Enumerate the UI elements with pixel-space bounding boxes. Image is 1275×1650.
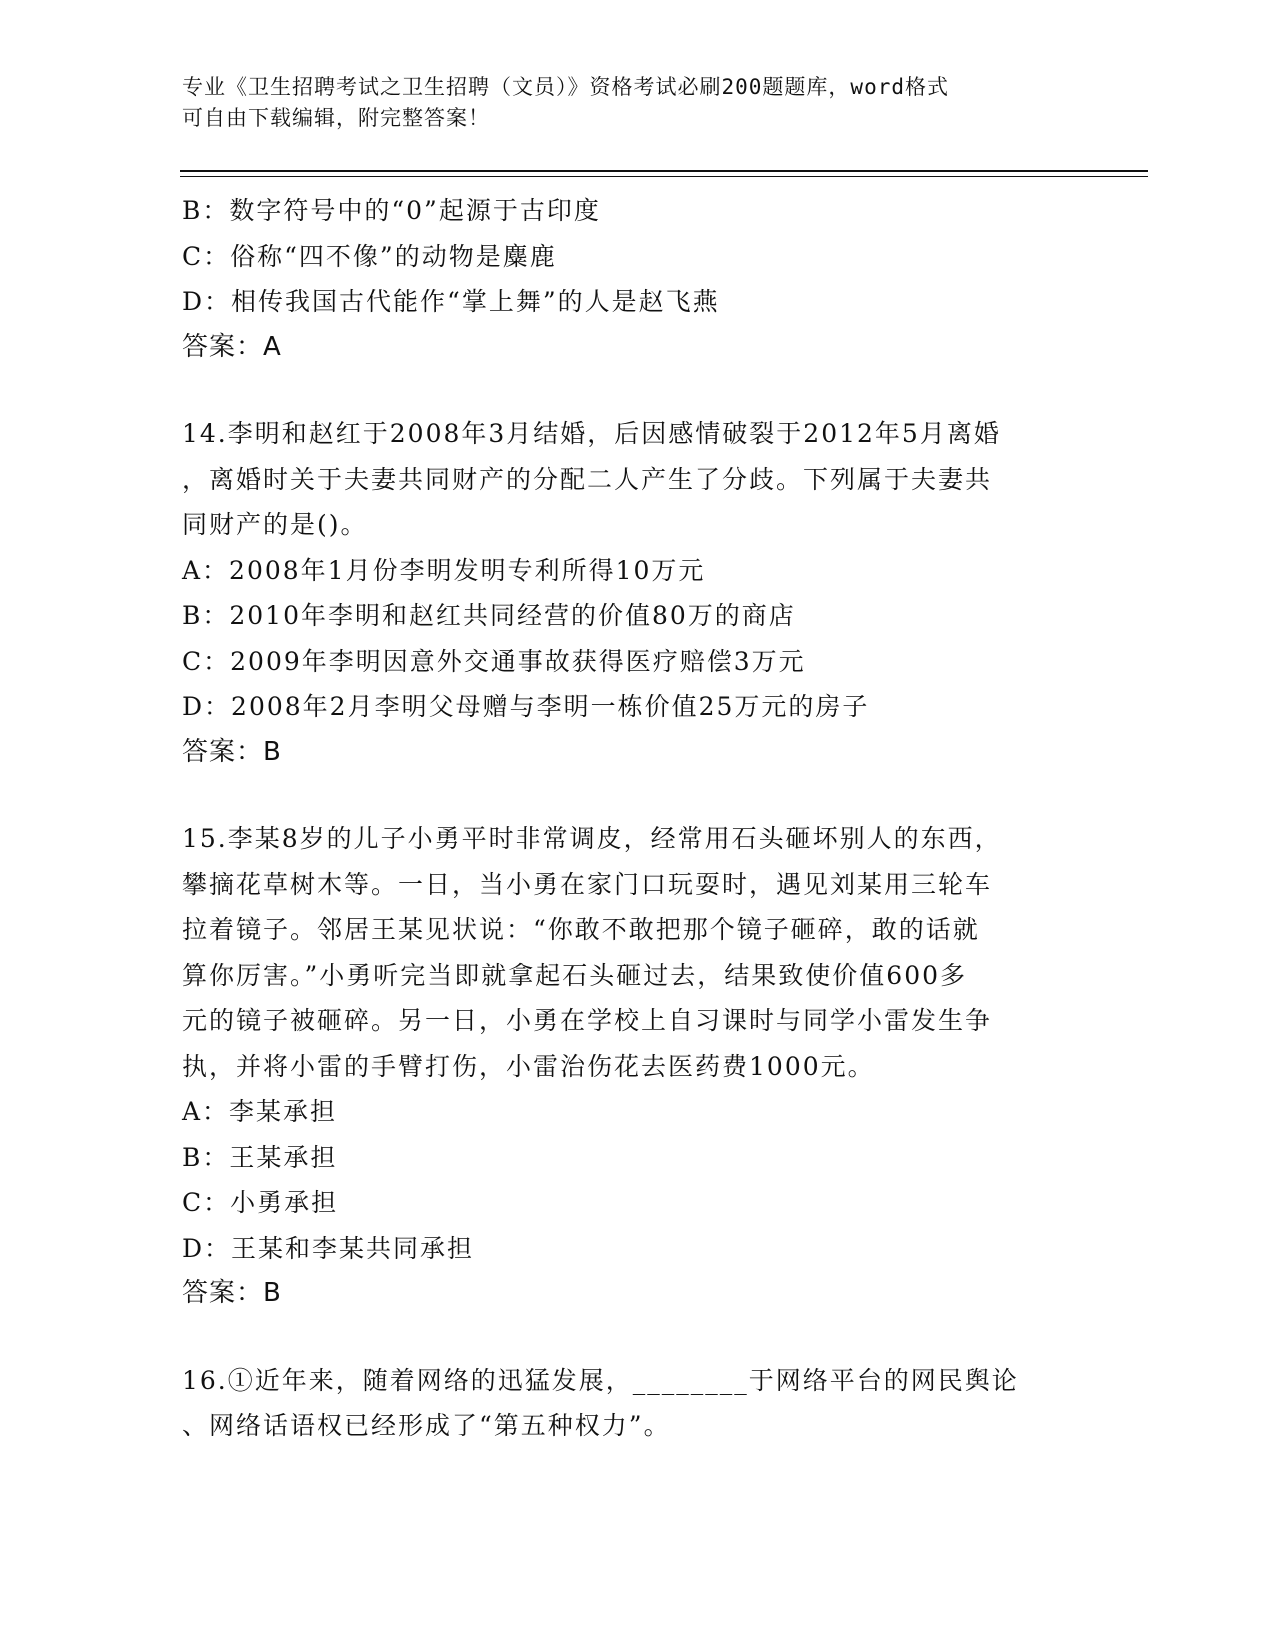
option-d: D：王某和李某共同承担 bbox=[182, 1233, 475, 1263]
question-stem-line: ，离婚时关于夫妻共同财产的分配二人产生了分歧。下列属于夫妻共 bbox=[182, 464, 993, 494]
question-stem-line: 14.李明和赵红于2008年3月结婚，后因感情破裂于2012年5月离婚 bbox=[182, 419, 1001, 448]
question-stem-line: 15.李某8岁的儿子小勇平时非常调皮，经常用石头砸坏别人的东西， bbox=[182, 824, 1002, 853]
header-divider-thick bbox=[180, 170, 1148, 172]
question-16-block bbox=[182, 1358, 1052, 1449]
header-line-2: 可自由下载编辑，附完整答案！ bbox=[182, 106, 490, 130]
question-stem-line: 拉着镜子。邻居王某见状说：“你敢不敢把那个镜子砸碎，敢的话就 bbox=[182, 915, 980, 944]
option-d: D：相传我国古代能作“掌上舞”的人是赵飞燕 bbox=[182, 287, 720, 316]
question-stem-line: 元的镜子被砸碎。另一日，小勇在学校上自习课时与同学小雷发生争 bbox=[182, 1006, 993, 1035]
option-c: C：小勇承担 bbox=[182, 1188, 339, 1217]
question-stem-line: 算你厉害。”小勇听完当即就拿起石头砸过去，结果致使价值600多 bbox=[182, 960, 968, 990]
answer-label: 答案：A bbox=[182, 331, 282, 362]
question-stem-line: 16.①近年来，随着网络的迅猛发展，________于网络平台的网民舆论 bbox=[182, 1365, 1019, 1395]
question-13-block bbox=[182, 188, 1052, 370]
option-b: B：2010年李明和赵红共同经营的价值80万的商店 bbox=[182, 601, 796, 630]
option-c: C：2009年李明因意外交通事故获得医疗赔偿3万元 bbox=[182, 646, 806, 676]
header-divider-thin bbox=[180, 176, 1148, 177]
option-d: D：2008年2月李明父母赠与李明一栋价值25万元的房子 bbox=[182, 692, 870, 721]
question-15-block bbox=[182, 816, 1052, 1317]
document-header bbox=[182, 72, 1042, 134]
option-c: C：俗称“四不像”的动物是麋鹿 bbox=[182, 241, 557, 271]
option-b: B：数字符号中的“0”起源于古印度 bbox=[182, 196, 601, 225]
question-stem-line: 、网络话语权已经形成了“第五种权力”。 bbox=[182, 1411, 671, 1440]
answer-label: 答案：B bbox=[182, 1278, 282, 1308]
header-line-1: 专业《卫生招聘考试之卫生招聘（文员）》资格考试必刷200题题库，word格式 bbox=[182, 75, 949, 99]
answer-label: 答案：B bbox=[182, 736, 282, 767]
question-content bbox=[182, 188, 1052, 1449]
option-b: B：王某承担 bbox=[182, 1142, 338, 1172]
option-a: A：2008年1月份李明发明专利所得10万元 bbox=[182, 555, 706, 585]
question-stem-line: 攀摘花草树木等。一日，当小勇在家门口玩耍时，遇见刘某用三轮车 bbox=[182, 869, 993, 899]
option-a: A：李某承担 bbox=[182, 1097, 338, 1126]
question-stem-line: 同财产的是()。 bbox=[182, 510, 368, 539]
question-14-block bbox=[182, 411, 1052, 775]
question-stem-line: 执，并将小雷的手臂打伤，小雷治伤花去医药费1000元。 bbox=[182, 1051, 875, 1081]
